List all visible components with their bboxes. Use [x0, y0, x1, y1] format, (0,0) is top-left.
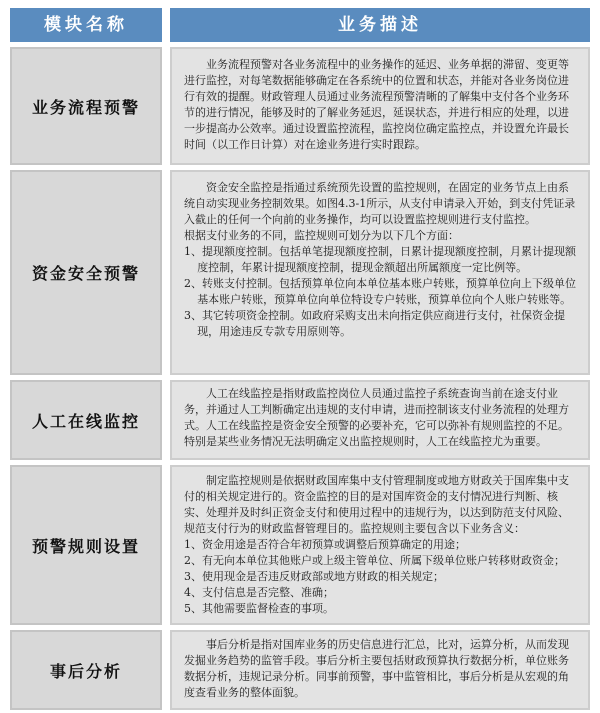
module-description: [170, 465, 590, 625]
description-list-item: 5、其他需要监督检查的事项。: [184, 602, 334, 615]
description-list-item: 4、支付信息是否完整、准确；: [184, 586, 334, 599]
description-paragraph: 人工在线监控是指财政监控岗位人员通过监控子系统查询当前在途支付业务，并通过人工判断确定出违规的支付申请，进而控制该支付业务流程的处理方式。人工在线监控是资金安全预警的必要补充，它可以弥补有规则监控的不足。特别是某些业务情况无法明确定义出监控规则时，人工在线监控尤为重要。: [184, 387, 569, 448]
description-paragraph: 事后分析是指对国库业务的历史信息进行汇总，比对，运算分析，从而发现发掘业务趋势的监管手段。事后分析主要包括财政预算执行数据分析，单位账务数据分析，违规记录分析。同事前预警，事中监管相比，事后分析是从宏观的角度查看业务的整体面貌。: [184, 638, 569, 699]
description-list-item: 3、其它转项资金控制。如政府采购支出未向指定供应商进行支付，社保资金提现，用途违反专款专用原则等。: [184, 309, 565, 338]
description-list-item: 2、有无向本单位其他账户或上级主管单位、所属下级单位账户转移财政资金；: [184, 554, 565, 567]
module-name: 资金安全预警: [10, 170, 162, 375]
header-business-description: 业务描述: [170, 8, 590, 42]
table-header: [0, 8, 600, 42]
table-row: [0, 170, 600, 375]
description-paragraph: 根据支付业务的不同，监控规则可划分为以下几个方面：: [184, 229, 459, 242]
table-row: [0, 465, 600, 625]
description-paragraph: 资金安全监控是指通过系统预先设置的监控规则，在固定的业务节点上由系统自动实现业务控制效果。如图4.3-1所示，从支付申请录入开始，到支付凭证录入截止的任何一个向前的业务操作，均可以设置监控规则进行支付监控。: [184, 181, 576, 226]
module-name: 人工在线监控: [10, 380, 162, 460]
module-name: 预警规则设置: [10, 465, 162, 625]
description-list-item: 1、提现额度控制。包括单笔提现额度控制，日累计提现额度控制，月累计提现额度控制，年累计提现额度控制，提现金额超出所属额度一定比例等。: [184, 245, 576, 274]
table-row: [0, 630, 600, 710]
module-description: [170, 170, 590, 375]
module-description: [170, 380, 590, 460]
table-row: [0, 380, 600, 460]
header-module-name: 模块名称: [10, 8, 162, 42]
description-paragraph: 制定监控规则是依据财政国库集中支付管理制度或地方财政关于国库集中支付的相关规定进行的。资金监控的目的是对国库资金的支付情况进行判断、核实、处理并及时纠正资金支付和使用过程中的违规行为，以达到防范支付风险、规范支付行为的财政监督管理目的。监控规则主要包含以下业务含义：: [184, 474, 569, 535]
description-list-item: 3、使用现金是否违反财政部或地方财政的相关规定；: [184, 570, 444, 583]
description-list-item: 2、转账支付控制。包括预算单位向本单位基本账户转账，预算单位向上下级单位基本账户转账，预算单位向单位特设专户转账，预算单位向个人账户转账等。: [184, 277, 576, 306]
module-name: 事后分析: [10, 630, 162, 710]
table-row: [0, 47, 600, 165]
description-paragraph: 业务流程预警对各业务流程中的业务操作的延迟、业务单据的滞留、变更等进行监控，对每笔数据能够确定在各系统中的位置和状态，并能对各业务岗位进行有效的提醒。财政管理人员通过业务流程预警清晰的了解集中支付各个业务环节的进行情况，能够及时的了解业务延迟，延误状态，并进行相应的处理，以进一步提高办公效率。通过设置监控流程，监控岗位确定监控点，并设置允许最长时间（以工作日计算）对在途业务进行实时跟踪。: [184, 58, 569, 151]
description-list-item: 1、资金用途是否符合年初预算或调整后预算确定的用途；: [184, 538, 466, 551]
module-description: [170, 47, 590, 165]
module-name: 业务流程预警: [10, 47, 162, 165]
module-description: [170, 630, 590, 710]
